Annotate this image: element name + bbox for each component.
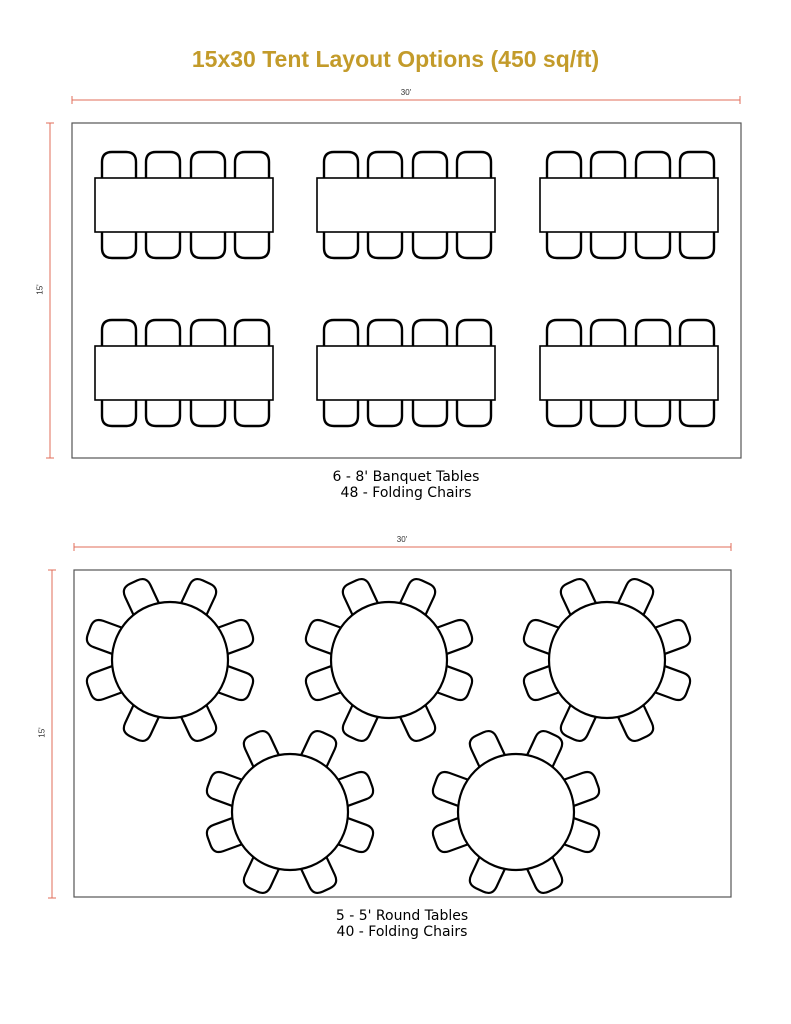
round-width-label: 30' xyxy=(396,535,408,544)
round-table-set xyxy=(430,728,601,896)
round-width-dimension xyxy=(74,543,731,551)
banquet-caption-chairs: 48 - Folding Chairs xyxy=(340,485,472,501)
banquet-table xyxy=(317,346,495,400)
banquet-table xyxy=(95,178,273,232)
banquet-table-set xyxy=(317,152,495,258)
round-table xyxy=(232,754,348,870)
banquet-table xyxy=(95,346,273,400)
round-table xyxy=(331,602,447,718)
banquet-table-set xyxy=(540,320,718,426)
banquet-depth-dimension xyxy=(46,123,54,458)
page-title: 15x30 Tent Layout Options (450 sq/ft) xyxy=(191,46,600,72)
banquet-width-label: 30' xyxy=(400,88,412,97)
banquet-width-dimension xyxy=(72,96,740,104)
banquet-table-set xyxy=(95,152,273,258)
banquet-table-set xyxy=(95,320,273,426)
round-caption-chairs: 40 - Folding Chairs xyxy=(336,924,468,940)
round-depth-dimension xyxy=(48,570,56,898)
round-depth-label: 15' xyxy=(37,727,47,738)
round-caption xyxy=(252,908,552,940)
banquet-table-set xyxy=(540,152,718,258)
banquet-caption-tables: 6 - 8' Banquet Tables xyxy=(332,469,480,485)
round-table-set xyxy=(303,576,474,744)
round-table xyxy=(549,602,665,718)
banquet-table xyxy=(540,178,718,232)
round-table xyxy=(458,754,574,870)
round-table xyxy=(112,602,228,718)
banquet-caption xyxy=(256,469,556,501)
banquet-table xyxy=(540,346,718,400)
banquet-table-set xyxy=(317,320,495,426)
round-table-set xyxy=(84,576,255,744)
round-table-set xyxy=(521,576,692,744)
round-tables xyxy=(84,576,692,896)
banquet-depth-label: 15' xyxy=(35,284,45,295)
round-table-set xyxy=(204,728,375,896)
round-caption-tables: 5 - 5' Round Tables xyxy=(335,908,469,924)
banquet-table xyxy=(317,178,495,232)
banquet-tables xyxy=(95,152,718,426)
